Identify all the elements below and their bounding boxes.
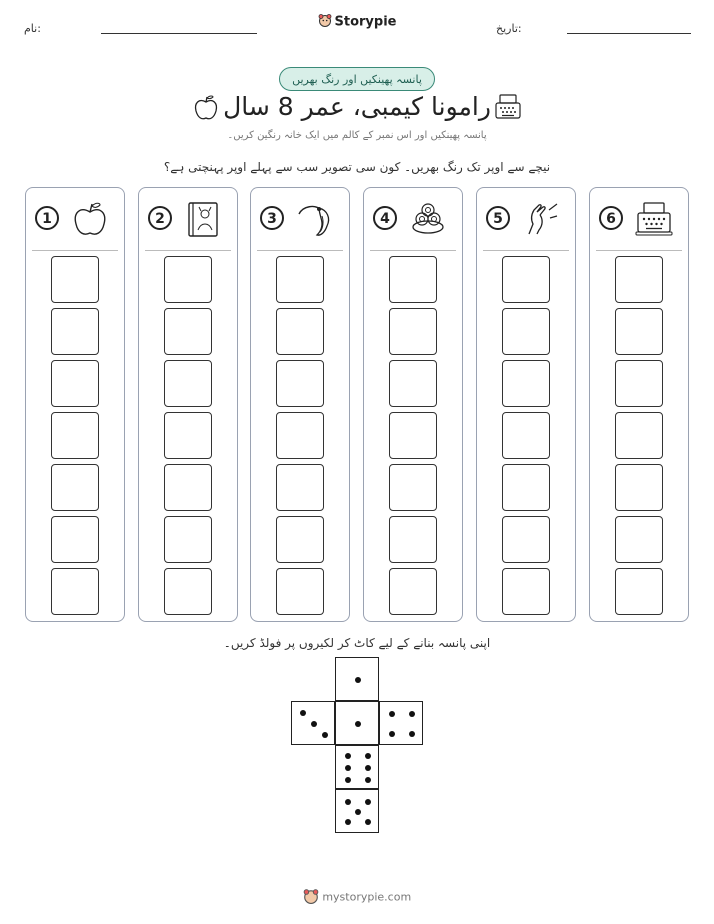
die-pip	[345, 777, 351, 783]
color-box[interactable]	[389, 256, 437, 303]
color-box[interactable]	[276, 568, 324, 615]
color-box[interactable]	[164, 464, 212, 511]
color-box[interactable]	[502, 360, 550, 407]
color-box[interactable]	[164, 308, 212, 355]
storypie-logo-icon	[318, 13, 332, 31]
page-title: رامونا کیمبی، عمر 8 سال	[223, 92, 491, 121]
column-number: 2	[148, 206, 172, 230]
name-label: نام:	[24, 22, 41, 35]
color-box[interactable]	[615, 360, 663, 407]
die-pip	[311, 721, 317, 727]
column-3	[250, 187, 350, 622]
column-divider	[483, 250, 569, 251]
color-box[interactable]	[389, 464, 437, 511]
footer	[0, 888, 714, 907]
color-box[interactable]	[615, 516, 663, 563]
color-box[interactable]	[164, 256, 212, 303]
color-box[interactable]	[276, 516, 324, 563]
die-pip	[409, 731, 415, 737]
color-box[interactable]	[51, 308, 99, 355]
color-box[interactable]	[51, 568, 99, 615]
column-divider	[257, 250, 343, 251]
color-box[interactable]	[615, 412, 663, 459]
die-pip	[345, 753, 351, 759]
column-divider	[145, 250, 231, 251]
color-box[interactable]	[389, 308, 437, 355]
column-divider	[596, 250, 682, 251]
fold-instruction: اپنی پانسہ بنانے کے لیے کاٹ کر لکیروں پر فولڈ کریں۔	[223, 636, 491, 650]
die-face-5	[335, 789, 379, 833]
die-pip	[389, 731, 395, 737]
color-box[interactable]	[502, 308, 550, 355]
footer-logo-icon	[303, 888, 319, 907]
column-divider	[370, 250, 456, 251]
die-pip	[409, 711, 415, 717]
color-box[interactable]	[502, 516, 550, 563]
color-box[interactable]	[502, 464, 550, 511]
color-box[interactable]	[51, 464, 99, 511]
color-box[interactable]	[164, 516, 212, 563]
column-number: 4	[373, 206, 397, 230]
color-box[interactable]	[164, 412, 212, 459]
ponytail-icon	[295, 200, 335, 238]
color-box[interactable]	[276, 308, 324, 355]
color-box[interactable]	[615, 308, 663, 355]
column-divider	[32, 250, 118, 251]
brand-name: Storypie	[334, 14, 397, 30]
color-box[interactable]	[502, 568, 550, 615]
color-box[interactable]	[502, 256, 550, 303]
cookies-icon	[408, 200, 448, 238]
typewriter-icon	[634, 200, 674, 238]
color-box[interactable]	[51, 516, 99, 563]
die-pip	[345, 819, 351, 825]
book-icon	[183, 200, 223, 238]
apple-icon	[70, 200, 110, 238]
color-box[interactable]	[389, 516, 437, 563]
die-pip	[365, 819, 371, 825]
color-box[interactable]	[164, 568, 212, 615]
color-box[interactable]	[615, 256, 663, 303]
color-box[interactable]	[276, 256, 324, 303]
column-number: 3	[260, 206, 284, 230]
column-6	[589, 187, 689, 622]
column-number: 5	[486, 206, 510, 230]
die-pip	[365, 765, 371, 771]
die-pip	[322, 732, 328, 738]
color-box[interactable]	[164, 360, 212, 407]
instruction: نیچے سے اوپر تک رنگ بھریں۔ کون سی تصویر سب سے پہلے اوپر پہنچتی ہے؟	[163, 160, 551, 174]
die-face-1	[335, 657, 379, 701]
color-box[interactable]	[389, 360, 437, 407]
color-box[interactable]	[615, 568, 663, 615]
color-box[interactable]	[51, 256, 99, 303]
column-5	[476, 187, 576, 622]
die-pip	[345, 765, 351, 771]
color-box[interactable]	[51, 360, 99, 407]
die-face-4	[379, 701, 423, 745]
color-box[interactable]	[615, 464, 663, 511]
color-box[interactable]	[276, 464, 324, 511]
color-box[interactable]	[276, 360, 324, 407]
column-number: 6	[599, 206, 623, 230]
color-box[interactable]	[389, 568, 437, 615]
die-pip	[355, 677, 361, 683]
name-line[interactable]	[101, 33, 257, 34]
die-pip	[355, 809, 361, 815]
column-1	[25, 187, 125, 622]
footer-url[interactable]: mystorypie.com	[322, 890, 412, 904]
die-pip	[389, 711, 395, 717]
color-box[interactable]	[502, 412, 550, 459]
game-badge: پانسہ پھینکیں اور رنگ بھریں	[279, 67, 435, 91]
die-face-6	[335, 745, 379, 789]
die-pip	[365, 753, 371, 759]
brand	[0, 13, 714, 31]
die-pip	[365, 799, 371, 805]
date-line[interactable]	[567, 33, 691, 34]
color-box[interactable]	[51, 412, 99, 459]
die-pip	[300, 710, 306, 716]
typewriter-icon	[493, 92, 523, 126]
column-2	[138, 187, 238, 622]
date-label: تاریخ:	[496, 22, 522, 35]
color-box[interactable]	[276, 412, 324, 459]
column-4	[363, 187, 463, 622]
color-box[interactable]	[389, 412, 437, 459]
die-pip	[365, 777, 371, 783]
die-face-1	[335, 701, 379, 745]
die-pip	[355, 721, 361, 727]
column-number: 1	[35, 206, 59, 230]
die-face-3	[291, 701, 335, 745]
subtitle: پانسہ پھینکیں اور اس نمبر کے کالم میں ایک خانہ رنگین کریں۔	[227, 130, 487, 141]
hand-icon	[521, 200, 561, 238]
die-pip	[345, 799, 351, 805]
